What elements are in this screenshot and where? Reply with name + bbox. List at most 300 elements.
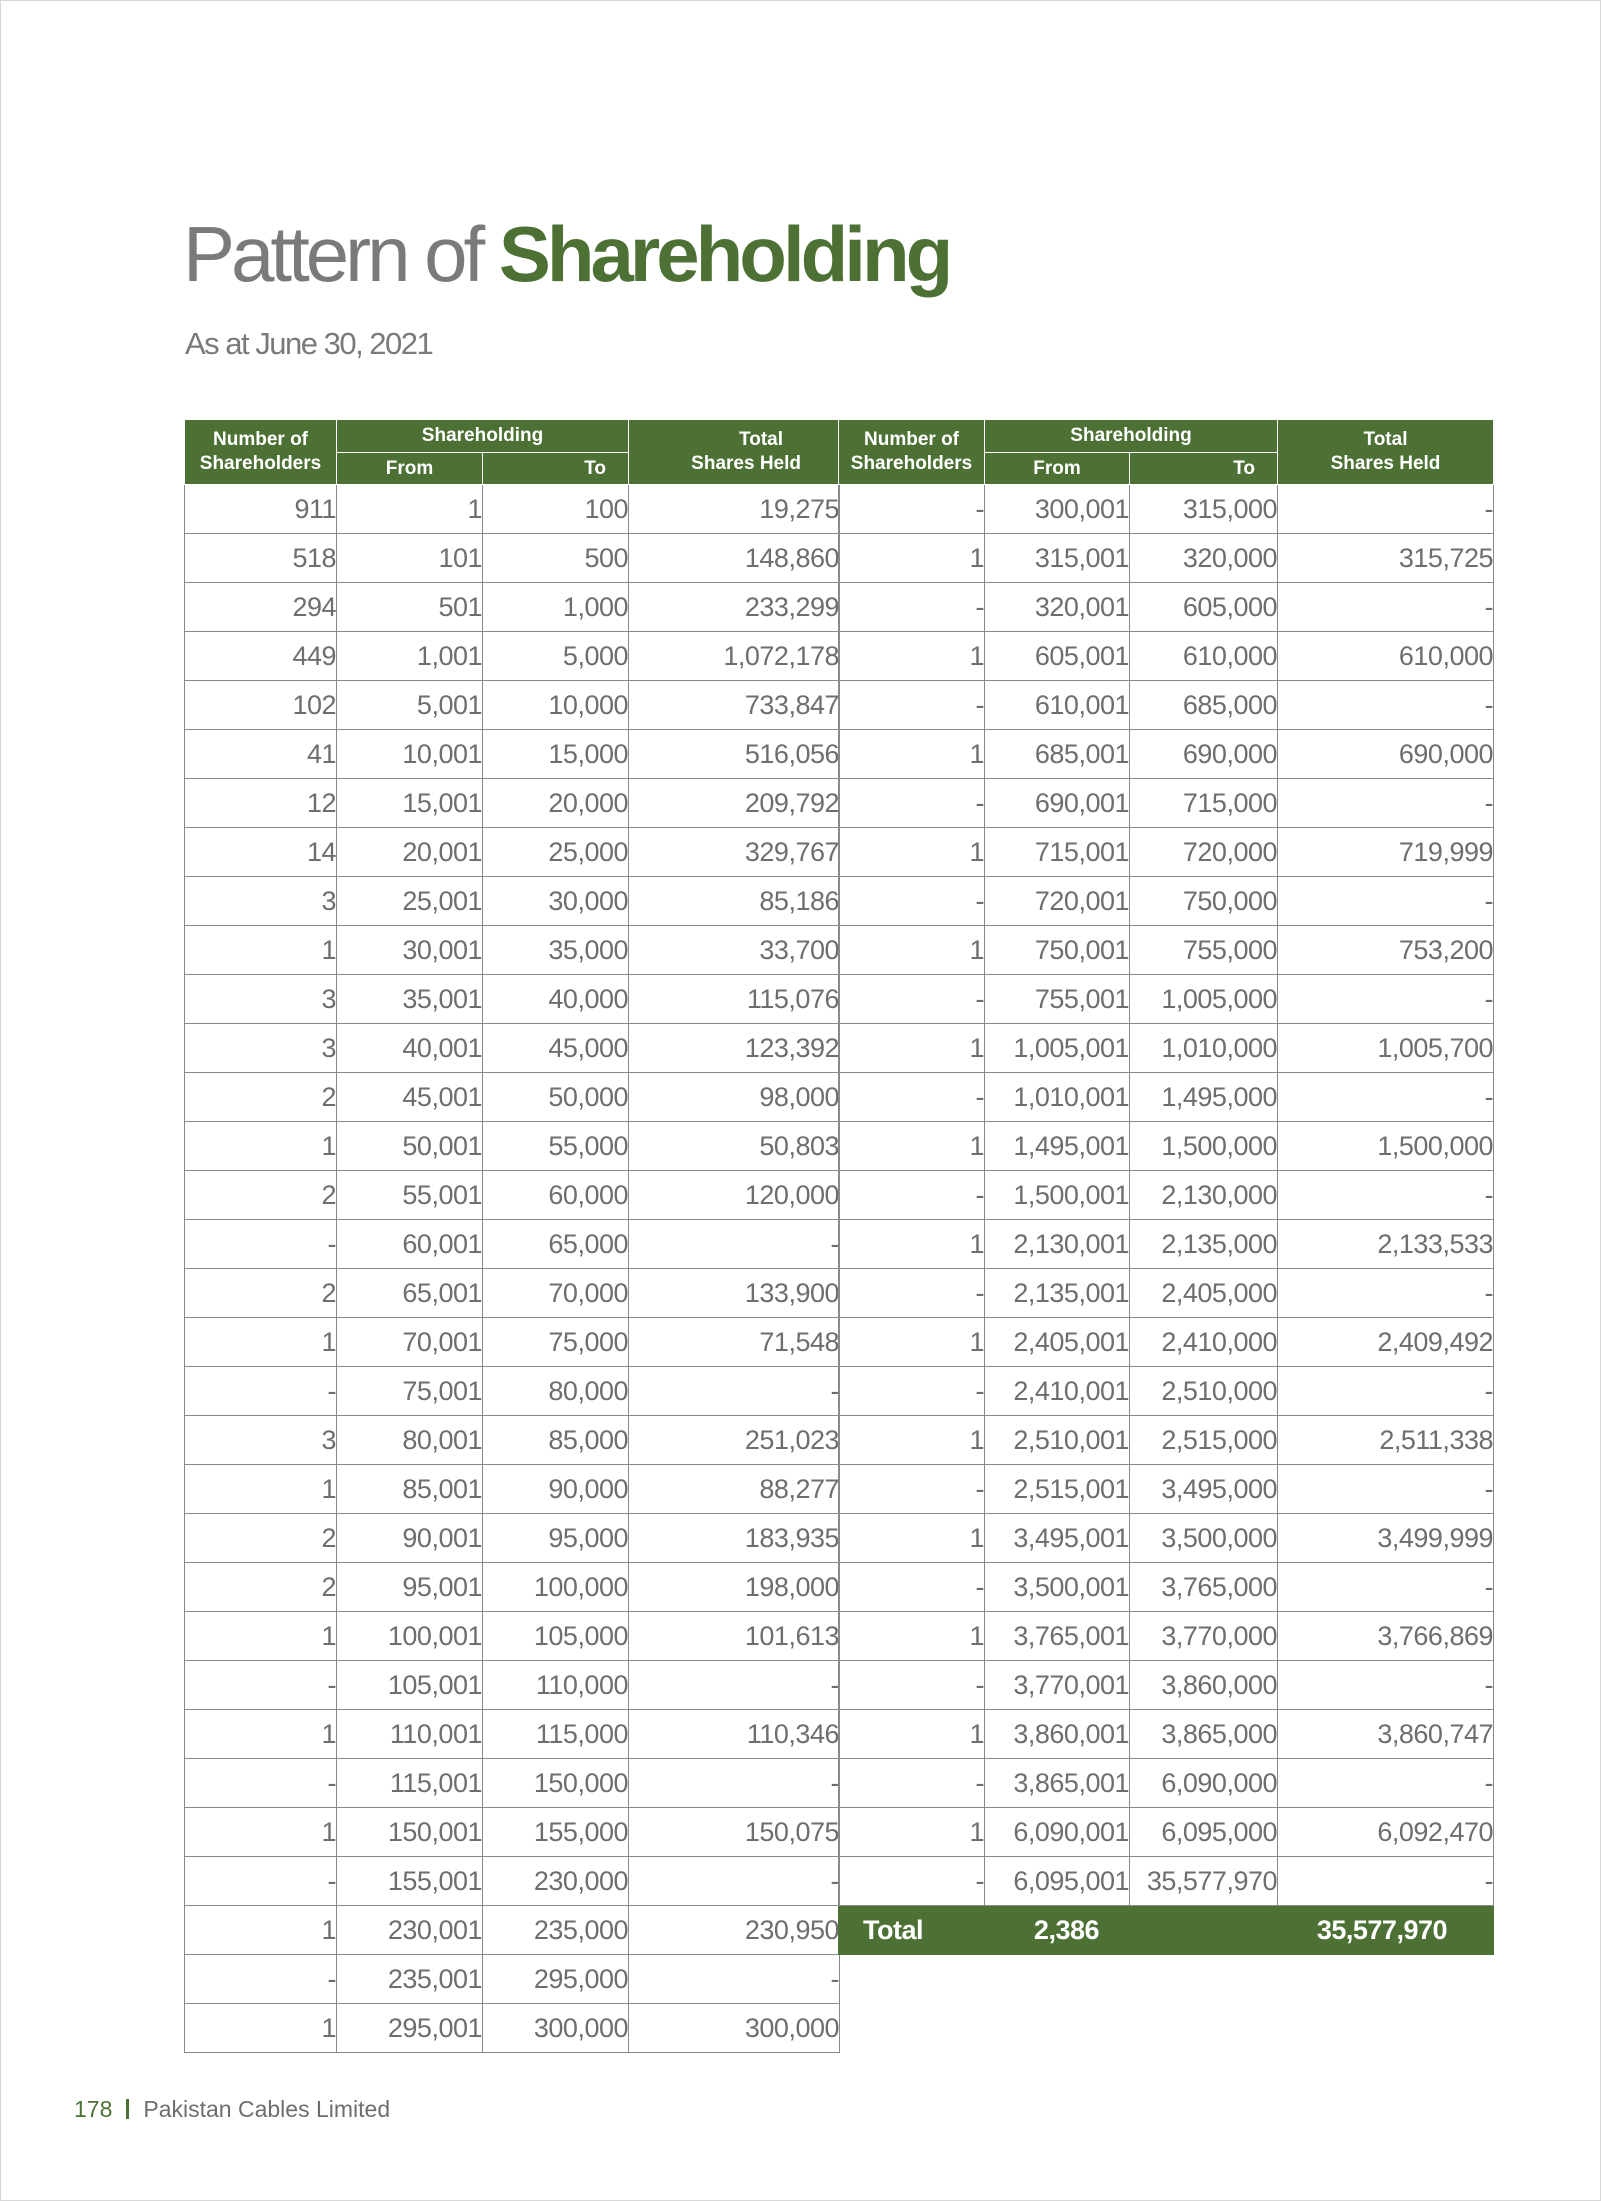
cell-to: 90,000	[483, 1465, 629, 1514]
table-row	[185, 975, 840, 1024]
cell-total-shares-held: -	[1278, 1759, 1494, 1808]
table-row	[185, 828, 840, 877]
cell-total-shares-held: -	[629, 1857, 840, 1906]
cell-number-of-shareholders: -	[839, 1367, 985, 1416]
table-row	[185, 1955, 840, 2004]
cell-total-shares-held: -	[1278, 877, 1494, 926]
table-row	[185, 926, 840, 975]
table-row	[839, 1269, 1494, 1318]
cell-total-shares-held: 753,200	[1278, 926, 1494, 975]
cell-number-of-shareholders: 1	[839, 926, 985, 975]
table-row	[839, 1661, 1494, 1710]
cell-to: 2,510,000	[1130, 1367, 1278, 1416]
cell-from: 1,500,001	[985, 1171, 1130, 1220]
cell-number-of-shareholders: 3	[185, 1416, 337, 1465]
cell-number-of-shareholders: 1	[185, 1710, 337, 1759]
cell-to: 50,000	[483, 1073, 629, 1122]
cell-from: 15,001	[337, 779, 483, 828]
col-shareholding: Shareholding	[985, 420, 1278, 453]
cell-to: 3,860,000	[1130, 1661, 1278, 1710]
table-row	[185, 681, 840, 730]
cell-total-shares-held: 3,766,869	[1278, 1612, 1494, 1661]
cell-number-of-shareholders: 1	[839, 1122, 985, 1171]
cell-to: 35,000	[483, 926, 629, 975]
table-row	[185, 779, 840, 828]
cell-number-of-shareholders: 911	[185, 485, 337, 534]
cell-to: 2,405,000	[1130, 1269, 1278, 1318]
cell-to: 230,000	[483, 1857, 629, 1906]
table-row	[839, 828, 1494, 877]
cell-number-of-shareholders: -	[839, 1857, 985, 1906]
cell-number-of-shareholders: 41	[185, 730, 337, 779]
cell-from: 20,001	[337, 828, 483, 877]
cell-to: 85,000	[483, 1416, 629, 1465]
cell-to: 80,000	[483, 1367, 629, 1416]
cell-from: 720,001	[985, 877, 1130, 926]
table-row	[185, 534, 840, 583]
cell-total-shares-held: 183,935	[629, 1514, 840, 1563]
cell-from: 95,001	[337, 1563, 483, 1612]
cell-to: 155,000	[483, 1808, 629, 1857]
cell-number-of-shareholders: -	[839, 1465, 985, 1514]
cell-number-of-shareholders: 1	[185, 1122, 337, 1171]
right-shareholding-table	[838, 419, 1494, 1955]
cell-from: 230,001	[337, 1906, 483, 1955]
cell-to: 35,577,970	[1130, 1857, 1278, 1906]
table-row	[839, 583, 1494, 632]
cell-from: 70,001	[337, 1318, 483, 1367]
cell-to: 3,770,000	[1130, 1612, 1278, 1661]
cell-to: 105,000	[483, 1612, 629, 1661]
cell-to: 55,000	[483, 1122, 629, 1171]
table-row	[185, 1857, 840, 1906]
table-row	[839, 1563, 1494, 1612]
cell-number-of-shareholders: -	[839, 1759, 985, 1808]
cell-number-of-shareholders: -	[185, 1661, 337, 1710]
cell-total-shares-held: 610,000	[1278, 632, 1494, 681]
cell-from: 1,005,001	[985, 1024, 1130, 1073]
table-row	[839, 730, 1494, 779]
cell-to: 1,005,000	[1130, 975, 1278, 1024]
cell-from: 2,135,001	[985, 1269, 1130, 1318]
table-row	[839, 1612, 1494, 1661]
cell-from: 315,001	[985, 534, 1130, 583]
cell-to: 3,865,000	[1130, 1710, 1278, 1759]
cell-from: 3,770,001	[985, 1661, 1130, 1710]
cell-number-of-shareholders: 1	[839, 1220, 985, 1269]
col-number-of-shareholders: Number of Shareholders	[839, 420, 985, 485]
cell-total-shares-held: 2,133,533	[1278, 1220, 1494, 1269]
cell-to: 30,000	[483, 877, 629, 926]
cell-from: 3,860,001	[985, 1710, 1130, 1759]
cell-total-shares-held: 115,076	[629, 975, 840, 1024]
cell-total-shares-held: 148,860	[629, 534, 840, 583]
cell-from: 2,515,001	[985, 1465, 1130, 1514]
cell-number-of-shareholders: 1	[185, 1318, 337, 1367]
cell-total-shares-held: -	[1278, 1465, 1494, 1514]
cell-number-of-shareholders: 1	[839, 1612, 985, 1661]
cell-total-shares-held: -	[1278, 485, 1494, 534]
table-row	[839, 1073, 1494, 1122]
table-row	[185, 583, 840, 632]
cell-number-of-shareholders: 1	[839, 1318, 985, 1367]
table-row	[839, 1857, 1494, 1906]
cell-number-of-shareholders: 1	[185, 1612, 337, 1661]
table-row	[185, 1514, 840, 1563]
cell-number-of-shareholders: -	[185, 1759, 337, 1808]
cell-from: 690,001	[985, 779, 1130, 828]
cell-total-shares-held: 1,500,000	[1278, 1122, 1494, 1171]
cell-number-of-shareholders: -	[839, 1269, 985, 1318]
cell-number-of-shareholders: 1	[185, 1906, 337, 1955]
cell-total-shares-held: 233,299	[629, 583, 840, 632]
cell-to: 40,000	[483, 975, 629, 1024]
table-row	[839, 1759, 1494, 1808]
cell-to: 65,000	[483, 1220, 629, 1269]
left-shareholding-table	[184, 419, 840, 2053]
cell-number-of-shareholders: 3	[185, 975, 337, 1024]
cell-from: 5,001	[337, 681, 483, 730]
cell-to: 720,000	[1130, 828, 1278, 877]
table-row	[185, 1759, 840, 1808]
cell-total-shares-held: 3,860,747	[1278, 1710, 1494, 1759]
cell-total-shares-held: -	[629, 1955, 840, 2004]
table-row	[839, 975, 1494, 1024]
col-from: From	[985, 453, 1130, 485]
cell-from: 2,130,001	[985, 1220, 1130, 1269]
table-row	[185, 1073, 840, 1122]
cell-from: 1	[337, 485, 483, 534]
cell-to: 15,000	[483, 730, 629, 779]
cell-from: 85,001	[337, 1465, 483, 1514]
cell-number-of-shareholders: -	[839, 975, 985, 1024]
cell-from: 150,001	[337, 1808, 483, 1857]
cell-total-shares-held: -	[1278, 1661, 1494, 1710]
cell-from: 605,001	[985, 632, 1130, 681]
table-row	[839, 1808, 1494, 1857]
cell-from: 115,001	[337, 1759, 483, 1808]
table-row	[839, 485, 1494, 534]
cell-to: 1,495,000	[1130, 1073, 1278, 1122]
cell-total-shares-held: -	[1278, 779, 1494, 828]
table-row	[839, 1514, 1494, 1563]
cell-number-of-shareholders: 1	[839, 1808, 985, 1857]
cell-from: 3,865,001	[985, 1759, 1130, 1808]
cell-total-shares-held: 1,072,178	[629, 632, 840, 681]
table-row	[839, 632, 1494, 681]
total-label: Total	[839, 1906, 985, 1955]
cell-from: 155,001	[337, 1857, 483, 1906]
cell-to: 715,000	[1130, 779, 1278, 828]
cell-to: 3,495,000	[1130, 1465, 1278, 1514]
cell-number-of-shareholders: -	[185, 1857, 337, 1906]
table-row	[839, 1171, 1494, 1220]
cell-number-of-shareholders: 1	[839, 1514, 985, 1563]
cell-number-of-shareholders: -	[839, 1563, 985, 1612]
cell-number-of-shareholders: -	[839, 1661, 985, 1710]
table-row	[185, 1465, 840, 1514]
cell-from: 1,001	[337, 632, 483, 681]
table-row	[839, 1465, 1494, 1514]
cell-to: 115,000	[483, 1710, 629, 1759]
cell-total-shares-held: 123,392	[629, 1024, 840, 1073]
cell-to: 500	[483, 534, 629, 583]
cell-to: 100	[483, 485, 629, 534]
table-row	[839, 1367, 1494, 1416]
page-subtitle: As at June 30, 2021	[185, 326, 433, 361]
cell-total-shares-held: 230,950	[629, 1906, 840, 1955]
cell-total-shares-held: 120,000	[629, 1171, 840, 1220]
cell-total-shares-held: 6,092,470	[1278, 1808, 1494, 1857]
cell-to: 610,000	[1130, 632, 1278, 681]
cell-from: 2,410,001	[985, 1367, 1130, 1416]
col-from: From	[337, 453, 483, 485]
cell-total-shares-held: -	[1278, 583, 1494, 632]
table-row	[185, 1710, 840, 1759]
table-row	[839, 1024, 1494, 1073]
cell-number-of-shareholders: 294	[185, 583, 337, 632]
table-row	[839, 877, 1494, 926]
cell-to: 45,000	[483, 1024, 629, 1073]
cell-total-shares-held: 719,999	[1278, 828, 1494, 877]
cell-to: 6,090,000	[1130, 1759, 1278, 1808]
col-to: To	[483, 453, 629, 485]
title-bold: Shareholding	[498, 210, 950, 298]
cell-number-of-shareholders: -	[839, 681, 985, 730]
table-row	[185, 2004, 840, 2053]
cell-to: 75,000	[483, 1318, 629, 1367]
cell-from: 105,001	[337, 1661, 483, 1710]
cell-total-shares-held: 71,548	[629, 1318, 840, 1367]
cell-total-shares-held: 150,075	[629, 1808, 840, 1857]
cell-from: 715,001	[985, 828, 1130, 877]
cell-from: 685,001	[985, 730, 1130, 779]
cell-total-shares-held: 98,000	[629, 1073, 840, 1122]
cell-to: 690,000	[1130, 730, 1278, 779]
company-name: Pakistan Cables Limited	[143, 2096, 391, 2122]
cell-number-of-shareholders: 1	[839, 828, 985, 877]
cell-total-shares-held: -	[1278, 1073, 1494, 1122]
cell-total-shares-held: 50,803	[629, 1122, 840, 1171]
cell-total-shares-held: -	[1278, 1367, 1494, 1416]
page-title	[183, 210, 950, 298]
cell-to: 300,000	[483, 2004, 629, 2053]
cell-total-shares-held: -	[1278, 1171, 1494, 1220]
cell-total-shares-held: -	[1278, 681, 1494, 730]
cell-from: 45,001	[337, 1073, 483, 1122]
cell-to: 70,000	[483, 1269, 629, 1318]
total-row	[839, 1906, 1494, 1955]
cell-number-of-shareholders: 1	[839, 730, 985, 779]
cell-from: 3,500,001	[985, 1563, 1130, 1612]
cell-number-of-shareholders: 2	[185, 1514, 337, 1563]
cell-total-shares-held: -	[629, 1220, 840, 1269]
cell-number-of-shareholders: 449	[185, 632, 337, 681]
cell-from: 295,001	[337, 2004, 483, 2053]
cell-total-shares-held: 733,847	[629, 681, 840, 730]
table-row	[185, 1269, 840, 1318]
cell-to: 100,000	[483, 1563, 629, 1612]
col-shareholding: Shareholding	[337, 420, 629, 453]
cell-from: 25,001	[337, 877, 483, 926]
cell-number-of-shareholders: 1	[185, 1465, 337, 1514]
cell-from: 90,001	[337, 1514, 483, 1563]
table-row	[185, 1367, 840, 1416]
cell-from: 2,510,001	[985, 1416, 1130, 1465]
cell-from: 750,001	[985, 926, 1130, 975]
cell-to: 3,500,000	[1130, 1514, 1278, 1563]
cell-from: 50,001	[337, 1122, 483, 1171]
cell-total-shares-held: -	[1278, 1857, 1494, 1906]
table-row	[839, 681, 1494, 730]
cell-number-of-shareholders: -	[185, 1955, 337, 2004]
table-row	[185, 1220, 840, 1269]
cell-total-shares-held: -	[629, 1367, 840, 1416]
cell-number-of-shareholders: 102	[185, 681, 337, 730]
cell-to: 60,000	[483, 1171, 629, 1220]
cell-from: 75,001	[337, 1367, 483, 1416]
cell-from: 110,001	[337, 1710, 483, 1759]
cell-total-shares-held: -	[1278, 1563, 1494, 1612]
cell-number-of-shareholders: 1	[185, 2004, 337, 2053]
cell-to: 1,010,000	[1130, 1024, 1278, 1073]
cell-from: 300,001	[985, 485, 1130, 534]
cell-to: 3,765,000	[1130, 1563, 1278, 1612]
cell-from: 2,405,001	[985, 1318, 1130, 1367]
table-row	[185, 1612, 840, 1661]
cell-number-of-shareholders: 1	[185, 926, 337, 975]
cell-total-shares-held: -	[1278, 1269, 1494, 1318]
cell-from: 35,001	[337, 975, 483, 1024]
table-row	[185, 485, 840, 534]
table-row	[185, 1416, 840, 1465]
cell-from: 3,765,001	[985, 1612, 1130, 1661]
cell-from: 320,001	[985, 583, 1130, 632]
cell-from: 3,495,001	[985, 1514, 1130, 1563]
cell-to: 10,000	[483, 681, 629, 730]
cell-to: 95,000	[483, 1514, 629, 1563]
cell-to: 755,000	[1130, 926, 1278, 975]
cell-from: 501	[337, 583, 483, 632]
cell-total-shares-held: 3,499,999	[1278, 1514, 1494, 1563]
cell-total-shares-held: 101,613	[629, 1612, 840, 1661]
cell-to: 1,000	[483, 583, 629, 632]
table-row	[185, 1318, 840, 1367]
cell-number-of-shareholders: -	[839, 1171, 985, 1220]
cell-total-shares-held: 315,725	[1278, 534, 1494, 583]
cell-number-of-shareholders: 1	[839, 1416, 985, 1465]
cell-number-of-shareholders: 1	[839, 534, 985, 583]
table-row	[185, 1024, 840, 1073]
cell-total-shares-held: -	[1278, 975, 1494, 1024]
cell-number-of-shareholders: -	[839, 779, 985, 828]
cell-number-of-shareholders: 12	[185, 779, 337, 828]
cell-total-shares-held: -	[629, 1661, 840, 1710]
cell-number-of-shareholders: 518	[185, 534, 337, 583]
cell-from: 101	[337, 534, 483, 583]
cell-total-shares-held: 209,792	[629, 779, 840, 828]
cell-total-shares-held: 133,900	[629, 1269, 840, 1318]
cell-from: 1,010,001	[985, 1073, 1130, 1122]
cell-to: 235,000	[483, 1906, 629, 1955]
cell-total-shares-held: 198,000	[629, 1563, 840, 1612]
table-row	[185, 1122, 840, 1171]
cell-total-shares-held: 690,000	[1278, 730, 1494, 779]
total-shareholders: 2,386	[985, 1906, 1130, 1955]
table-row	[839, 1318, 1494, 1367]
cell-from: 755,001	[985, 975, 1130, 1024]
page-number: 178	[74, 2096, 113, 2122]
cell-total-shares-held: 88,277	[629, 1465, 840, 1514]
cell-total-shares-held: -	[629, 1759, 840, 1808]
col-to: To	[1130, 453, 1278, 485]
cell-from: 30,001	[337, 926, 483, 975]
cell-number-of-shareholders: -	[185, 1220, 337, 1269]
table-row	[185, 1808, 840, 1857]
table-row	[185, 1661, 840, 1710]
cell-number-of-shareholders: 1	[185, 1808, 337, 1857]
cell-to: 110,000	[483, 1661, 629, 1710]
cell-from: 60,001	[337, 1220, 483, 1269]
cell-total-shares-held: 516,056	[629, 730, 840, 779]
cell-to: 605,000	[1130, 583, 1278, 632]
cell-number-of-shareholders: 1	[839, 632, 985, 681]
cell-to: 6,095,000	[1130, 1808, 1278, 1857]
table-row	[839, 534, 1494, 583]
table-row	[185, 1906, 840, 1955]
cell-number-of-shareholders: -	[839, 1073, 985, 1122]
col-total-shares-held: Total Shares Held	[629, 420, 840, 485]
cell-total-shares-held: 300,000	[629, 2004, 840, 2053]
cell-from: 235,001	[337, 1955, 483, 2004]
cell-to: 20,000	[483, 779, 629, 828]
cell-from: 1,495,001	[985, 1122, 1130, 1171]
table-row	[839, 926, 1494, 975]
cell-total-shares-held: 1,005,700	[1278, 1024, 1494, 1073]
cell-from: 100,001	[337, 1612, 483, 1661]
cell-total-shares-held: 2,511,338	[1278, 1416, 1494, 1465]
cell-total-shares-held: 19,275	[629, 485, 840, 534]
cell-number-of-shareholders: 1	[839, 1710, 985, 1759]
cell-from: 65,001	[337, 1269, 483, 1318]
cell-to: 320,000	[1130, 534, 1278, 583]
cell-to: 315,000	[1130, 485, 1278, 534]
cell-to: 685,000	[1130, 681, 1278, 730]
title-light: Pattern of	[183, 210, 482, 298]
cell-number-of-shareholders: 2	[185, 1171, 337, 1220]
cell-to: 2,515,000	[1130, 1416, 1278, 1465]
total-empty	[1130, 1906, 1278, 1955]
total-shares-held: 35,577,970	[1278, 1906, 1494, 1955]
table-row	[185, 730, 840, 779]
cell-number-of-shareholders: 3	[185, 877, 337, 926]
cell-from: 6,095,001	[985, 1857, 1130, 1906]
cell-to: 150,000	[483, 1759, 629, 1808]
cell-from: 6,090,001	[985, 1808, 1130, 1857]
col-total-shares-held: Total Shares Held	[1278, 420, 1494, 485]
cell-to: 1,500,000	[1130, 1122, 1278, 1171]
cell-to: 750,000	[1130, 877, 1278, 926]
cell-to: 295,000	[483, 1955, 629, 2004]
table-row	[185, 1563, 840, 1612]
cell-number-of-shareholders: -	[185, 1367, 337, 1416]
cell-total-shares-held: 110,346	[629, 1710, 840, 1759]
table-row	[839, 779, 1494, 828]
cell-to: 2,135,000	[1130, 1220, 1278, 1269]
page-footer	[74, 2096, 390, 2123]
table-row	[839, 1416, 1494, 1465]
table-row	[185, 632, 840, 681]
